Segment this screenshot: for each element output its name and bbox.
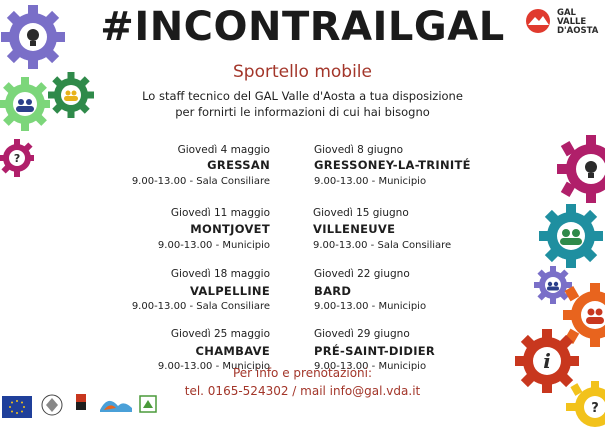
mountain-logo-icon xyxy=(100,401,132,412)
people-icon xyxy=(538,203,605,269)
schedule-time: 9.00-13.00 - Municipio xyxy=(157,240,270,251)
subtitle: Sportello mobile xyxy=(232,62,372,82)
question-icon xyxy=(562,380,605,427)
schedule-day: Giovedì 8 giugno xyxy=(314,144,404,156)
schedule-place: VALPELLINE xyxy=(189,284,270,298)
contact-label: Per info e prenotazioni: xyxy=(232,366,373,380)
schedule-day: Giovedì 11 maggio xyxy=(170,207,270,219)
schedule-day: Giovedì 15 giugno xyxy=(313,207,409,219)
schedule-time: 9.00-13.00 - Municipio xyxy=(314,301,427,312)
schedule-place: VILLENEUVE xyxy=(313,222,396,236)
schedule-place: CHAMBAVE xyxy=(195,344,270,358)
lightbulb-icon xyxy=(556,134,605,204)
svg-text:i: i xyxy=(543,349,551,373)
schedule-day: Giovedì 29 giugno xyxy=(314,328,410,340)
schedule-place: GRESSONEY-LA-TRINITÉ xyxy=(314,158,471,172)
gal-logo-text xyxy=(557,9,598,36)
people-icon xyxy=(48,72,94,118)
gal-logo-line-3: D'AOSTA xyxy=(557,26,599,36)
gal-logo-line-2: VALLE xyxy=(557,17,587,27)
people-icon xyxy=(0,76,50,132)
schedule-day: Giovedì 25 maggio xyxy=(170,328,270,340)
schedule-place: BARD xyxy=(314,284,352,298)
schedule-time: 9.00-13.00 - Sala Consiliare xyxy=(131,176,270,187)
schedule-place: MONTJOVET xyxy=(190,222,270,236)
svg-text:?: ? xyxy=(13,152,21,165)
contact-line[interactable]: tel. 0165-524302 / mail info@gal.vda.it xyxy=(184,384,421,398)
schedule-time: 9.00-13.00 - Municipio xyxy=(157,361,270,372)
schedule-place: PRÉ-SAINT-DIDIER xyxy=(314,344,436,358)
intro-line-1: Lo staff tecnico del GAL Valle d'Aosta a tua disposizione xyxy=(142,89,463,103)
schedule-day: Giovedì 4 maggio xyxy=(177,144,270,156)
eu-flag-icon xyxy=(2,396,32,418)
schedule-place: GRESSAN xyxy=(207,158,270,172)
schedule-time: 9.00-13.00 - Municipio xyxy=(314,361,427,372)
gal-logo-line-1: GAL xyxy=(557,8,576,18)
intro-line-2: per fornirti le informazioni di cui hai bisogno xyxy=(175,105,430,119)
lightbulb-icon xyxy=(0,4,66,70)
schedule-time: 9.00-13.00 - Sala Consiliare xyxy=(313,240,452,251)
question-icon xyxy=(0,138,34,178)
svg-text:?: ? xyxy=(591,401,599,416)
schedule-day: Giovedì 22 giugno xyxy=(314,268,410,280)
schedule-time: 9.00-13.00 - Sala Consiliare xyxy=(131,301,270,312)
page-title: #INCONTRAILGAL xyxy=(100,4,505,50)
schedule-time: 9.00-13.00 - Municipio xyxy=(314,176,427,187)
schedule-day: Giovedì 18 maggio xyxy=(170,268,270,280)
partner-logos xyxy=(0,392,170,427)
